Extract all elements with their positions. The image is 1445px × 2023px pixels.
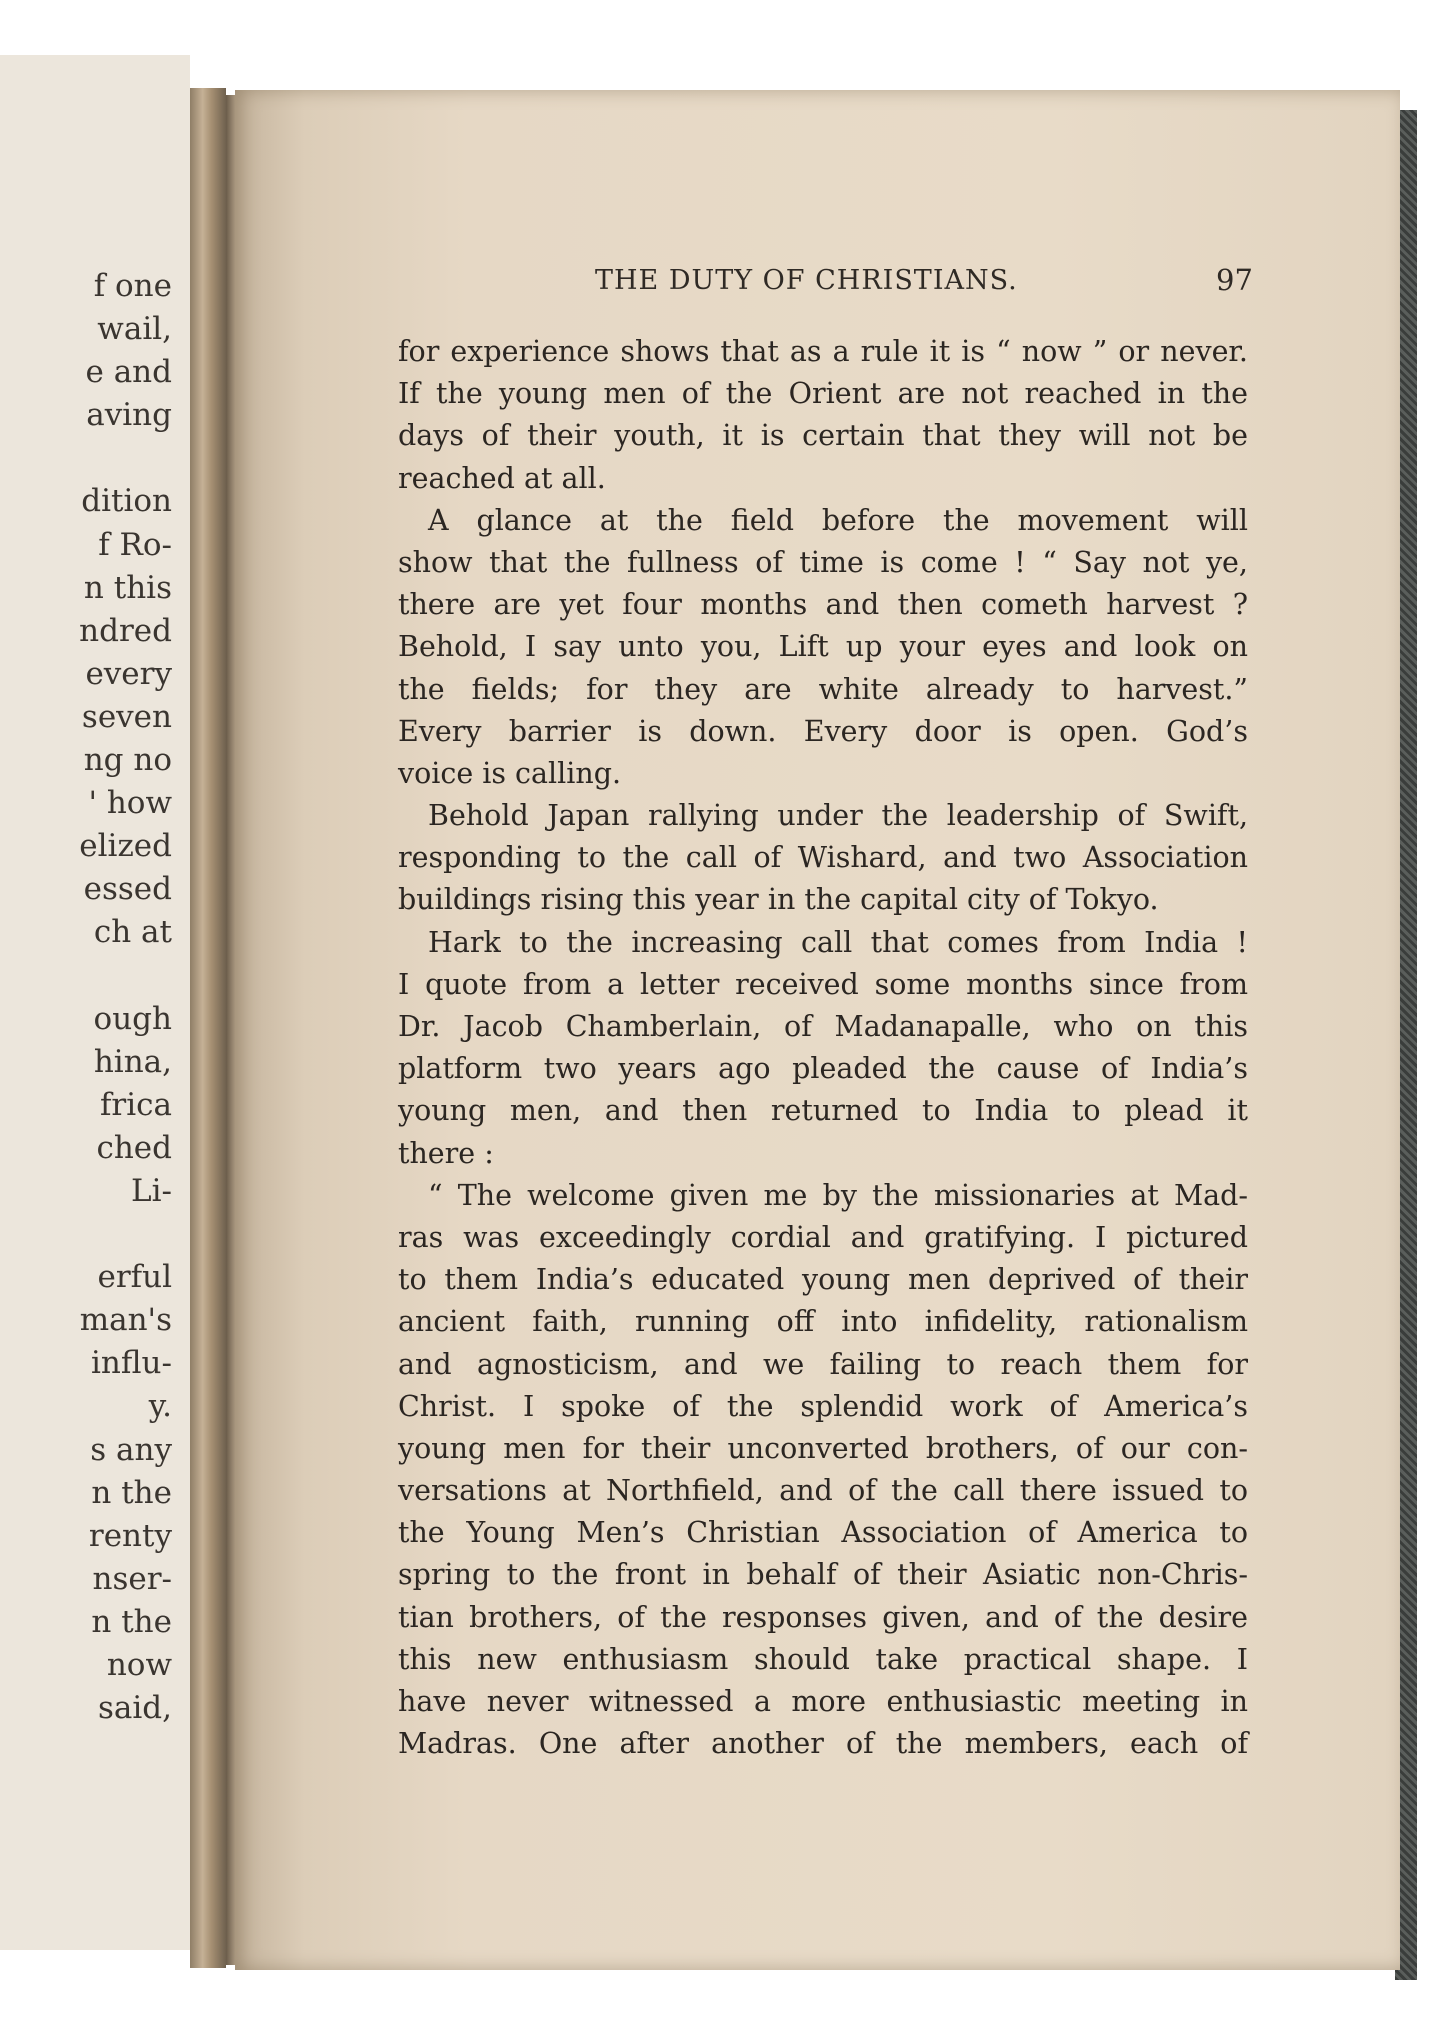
text-line: there are yet four months and then cometh harvest ? (398, 588, 1248, 622)
left-line: ndred (79, 612, 172, 649)
page-body-text (398, 331, 1248, 1765)
left-line: f one (93, 268, 172, 304)
left-line: aving (86, 397, 172, 434)
text-line: Every barrier is down. Every door is open. God’s (398, 714, 1248, 748)
left-line: f Ro- (98, 526, 172, 563)
text-line: Hark to the increasing call that comes from India ! (428, 925, 1248, 959)
left-line-gap (79, 437, 172, 480)
left-line: renty (88, 1517, 172, 1554)
left-line: influ- (91, 1345, 172, 1382)
text-line: platform two years ago pleaded the cause of India’s (398, 1052, 1248, 1086)
left-line: now (106, 1647, 172, 1683)
text-line: versations at Northfield, and of the call there issued to (398, 1474, 1248, 1508)
text-line: there : (398, 1136, 494, 1170)
running-head: THE DUTY OF CHRISTIANS. (595, 265, 1018, 296)
left-line: elized (79, 828, 172, 865)
text-line: Dr. Jacob Chamberlain, of Madanapalle, who on this (398, 1010, 1248, 1043)
text-line: the fields; for they are white already to harvest.” (398, 672, 1248, 706)
left-line-gap (79, 955, 172, 998)
left-line: n the (91, 1474, 172, 1511)
left-line: ch at (93, 914, 172, 951)
text-line: Christ. I spoke of the splendid work of America’s (398, 1389, 1248, 1423)
text-line: voice is calling. (398, 756, 622, 790)
left-line: wail, (97, 311, 172, 348)
text-line: and agnosticism, and we failing to reach them for (398, 1347, 1248, 1381)
text-line: days of their youth, it is certain that they will not be (398, 419, 1248, 453)
left-line: nser- (92, 1560, 172, 1597)
left-line: ' how (88, 785, 172, 822)
text-line: for experience shows that as a rule it is “ now ” or never. (398, 335, 1248, 368)
text-line: ancient faith, running off into infidelity, rationalism (398, 1305, 1248, 1339)
text-line: A glance at the field before the movement will (428, 503, 1248, 537)
text-line: Behold, I say unto you, Lift up your eyes and look on (398, 630, 1248, 664)
left-line: e and (85, 354, 172, 391)
text-line: responding to the call of Wishard, and two Association (398, 841, 1248, 875)
text-line: tian brothers, of the responses given, and of the desire (398, 1600, 1248, 1634)
left-line-gap (79, 1213, 172, 1256)
left-line: said, (97, 1690, 172, 1727)
left-line: essed (83, 871, 172, 908)
text-line: young men, and then returned to India to plead it (398, 1094, 1248, 1128)
text-line: “ The welcome given me by the missionaries at Mad- (428, 1178, 1248, 1212)
text-line: this new enthusiasm should take practical shape. I (398, 1642, 1248, 1676)
left-line: ched (96, 1129, 172, 1166)
text-line: young men for their unconverted brothers, of our con- (398, 1431, 1248, 1465)
text-line: buildings rising this year in the capital city of Tokyo. (398, 883, 1159, 917)
left-line: erful (97, 1259, 172, 1296)
left-line: frica (99, 1086, 172, 1123)
text-line: have never witnessed a more enthusiastic meeting in (398, 1685, 1248, 1718)
left-line: every (85, 655, 172, 692)
left-line: man's (79, 1302, 172, 1339)
left-line: dition (81, 483, 172, 520)
text-line: Madras. One after another of the members, each of (398, 1727, 1248, 1761)
text-line: reached at all. (398, 461, 606, 495)
left-line: hina, (93, 1043, 172, 1080)
page-number: 97 (1216, 263, 1253, 297)
left-line: n the (91, 1603, 172, 1640)
text-line: If the young men of the Orient are not reached in the (398, 377, 1248, 411)
left-line: s any (90, 1431, 172, 1468)
left-page-text (79, 265, 172, 1730)
left-page (0, 55, 190, 1950)
text-line: the Young Men’s Christian Association of America to (398, 1516, 1248, 1550)
left-line: y. (148, 1388, 172, 1425)
text-line: to them India’s educated young men deprived of their (398, 1263, 1248, 1297)
text-line: I quote from a letter received some months since from (398, 967, 1248, 1001)
text-line: ras was exceedingly cordial and gratifying. I pictured (398, 1220, 1248, 1254)
left-line: ng no (83, 742, 172, 779)
book-spine (190, 88, 226, 1968)
text-line: Behold Japan rallying under the leadership of Swift, (428, 799, 1248, 833)
left-line: Li- (131, 1172, 172, 1209)
text-line: show that the fullness of time is come ! “ Say not ye, (398, 545, 1248, 579)
text-line: spring to the front in behalf of their Asiatic non-Chris- (398, 1558, 1248, 1592)
left-line: n this (83, 569, 172, 606)
left-line: seven (81, 698, 172, 735)
left-line: ough (93, 1000, 172, 1037)
